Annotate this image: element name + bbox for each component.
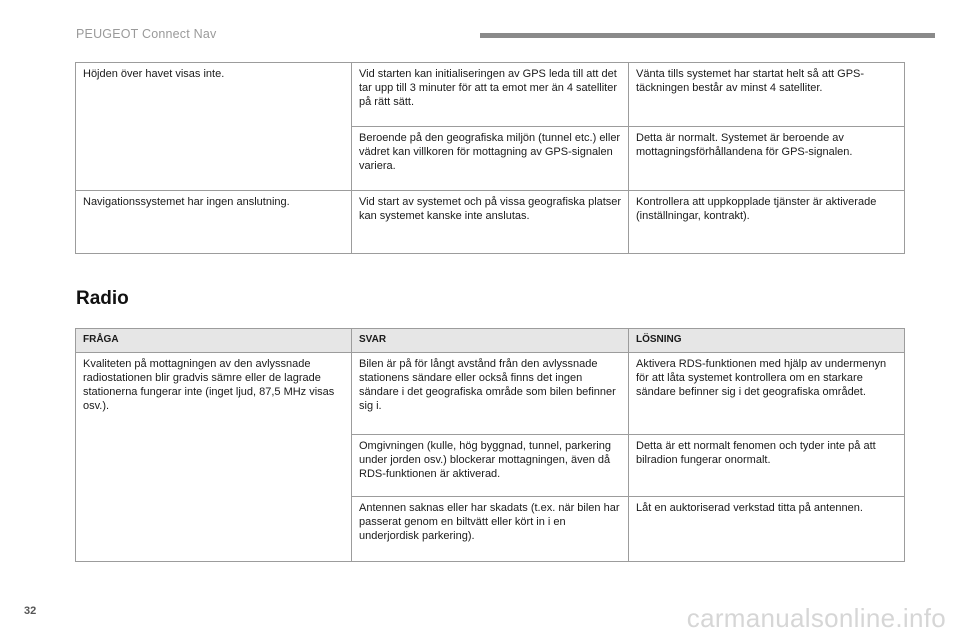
radio-troubleshooting-table — [75, 328, 905, 562]
solution-text: Aktivera RDS-funktionen med hjälp av undermenyn för att låta systemet kontrollera om en starkare sändare befinner sig i det geografiska området. — [636, 358, 887, 398]
answer-cell — [352, 353, 629, 435]
question-text: Höjden över havet visas inte. — [83, 68, 225, 80]
solution-cell — [629, 353, 905, 435]
solution-cell — [629, 497, 905, 562]
question-cell — [76, 191, 352, 254]
answer-cell — [352, 497, 629, 562]
solution-cell — [629, 127, 905, 191]
answer-text: Vid starten kan initialiseringen av GPS leda till att det tar upp till 3 minuter för att ta emot mer än 4 satelliter på rätt sätt. — [359, 68, 618, 108]
table-row — [76, 191, 905, 254]
answer-text: Antennen saknas eller har skadats (t.ex. när bilen har passerat genom en biltvätt eller kört in i en underjordisk parkering). — [359, 502, 620, 542]
solution-text: Vänta tills systemet har startat helt så att GPS-täckningen består av minst 4 satelliter. — [636, 68, 865, 94]
column-header-solution: LÖSNING — [629, 329, 905, 353]
solution-text: Låt en auktoriserad verkstad titta på antennen. — [636, 502, 863, 514]
answer-cell — [352, 435, 629, 497]
table-row — [76, 353, 905, 435]
answer-cell — [352, 191, 629, 254]
answer-text: Bilen är på för långt avstånd från den avlyssnade stationens sändare eller också finns det ingen sändare i det geografiska område som bilen befinner sig i. — [359, 358, 616, 412]
question-text: Kvaliteten på mottagningen av den avlyssnade radiostationen blir gradvis sämre eller de lagrade stationerna fungerar inte (inget ljud, 87,5 MHz visas osv.). — [83, 358, 335, 412]
gps-troubleshooting-table — [75, 62, 905, 254]
solution-cell — [629, 191, 905, 254]
solution-text: Kontrollera att uppkopplade tjänster är aktiverade (inställningar, kontrakt). — [636, 196, 877, 222]
answer-cell — [352, 63, 629, 127]
watermark: carmanualsonline.info — [686, 603, 946, 633]
solution-cell — [629, 435, 905, 497]
column-header-answer: SVAR — [352, 329, 629, 353]
question-cell — [76, 63, 352, 191]
solution-text: Detta är ett normalt fenomen och tyder inte på att bilradion fungerar onormalt. — [636, 440, 876, 466]
section-heading-radio: Radio — [76, 288, 129, 309]
solution-text: Detta är normalt. Systemet är beroende av mottagningsförhållandena för GPS-signalen. — [636, 132, 853, 158]
document-header-title: PEUGEOT Connect Nav — [76, 27, 217, 41]
header-divider-bar — [480, 33, 935, 38]
answer-text: Omgivningen (kulle, hög byggnad, tunnel, parkering under jorden osv.) blockerar mottagningen, även då RDS-funktionen är aktiverad. — [359, 440, 611, 480]
answer-cell — [352, 127, 629, 191]
question-cell — [76, 353, 352, 562]
table-row — [76, 63, 905, 127]
solution-cell — [629, 63, 905, 127]
page-number: 32 — [24, 605, 37, 617]
answer-text: Beroende på den geografiska miljön (tunnel etc.) eller vädret kan villkoren för mottagning av GPS-signalen variera. — [359, 132, 621, 172]
column-header-question: FRÅGA — [76, 329, 352, 353]
answer-text: Vid start av systemet och på vissa geografiska platser kan systemet kanske inte anslutas. — [359, 196, 622, 222]
table-header-row — [76, 329, 905, 353]
question-text: Navigationssystemet har ingen anslutning. — [83, 196, 290, 208]
